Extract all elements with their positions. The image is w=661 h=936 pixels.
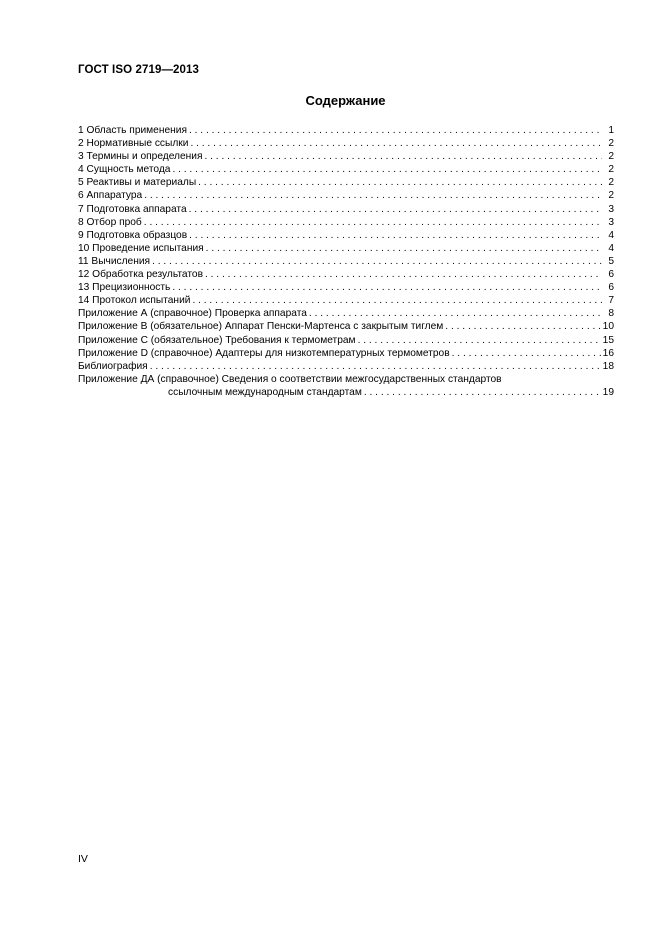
toc-entry[interactable] <box>78 229 614 242</box>
toc-entry-text: 13 Прецизионность <box>78 282 171 294</box>
dot-leader <box>150 360 601 373</box>
toc-entry-text: 7 Подготовка аппарата <box>78 203 187 215</box>
toc-entry-page: 4 <box>608 242 614 254</box>
toc-entry-text: 2 Нормативные ссылки <box>78 138 189 150</box>
toc-entry-text: 3 Термины и определения <box>78 151 203 163</box>
toc-entry-text: Библиография <box>78 360 148 372</box>
toc-entry-page: 10 <box>602 321 614 333</box>
toc-entry[interactable] <box>78 189 614 202</box>
toc-entry-page: 7 <box>608 295 614 307</box>
toc-entry[interactable] <box>78 216 614 229</box>
toc-entry[interactable] <box>78 150 614 163</box>
toc-entry-text: 8 Отбор проб <box>78 216 142 228</box>
standard-header: ГОСТ ISO 2719—2013 <box>78 64 200 76</box>
dot-leader <box>189 124 602 137</box>
dot-leader <box>452 347 601 360</box>
toc-entry[interactable] <box>78 281 614 294</box>
toc-entry-page: 2 <box>608 138 614 150</box>
toc-entry[interactable] <box>78 320 614 333</box>
dot-leader <box>144 216 602 229</box>
dot-leader <box>189 203 602 216</box>
toc-entry-continuation[interactable] <box>78 386 614 399</box>
page-title: Содержание <box>305 93 386 108</box>
toc-entry-page: 5 <box>608 255 614 267</box>
toc-entry-page: 3 <box>608 216 614 228</box>
dot-leader <box>445 320 600 333</box>
toc-entry-text: 6 Аппаратура <box>78 190 143 202</box>
toc-entry-page: 15 <box>602 334 614 346</box>
toc-entry-text: Приложение D (справочное) Адаптеры для низкотемпературных термометров <box>78 347 450 359</box>
toc-entry-text: 11 Вычисления <box>78 255 151 267</box>
toc-entry-text: 12 Обработка результатов <box>78 269 203 281</box>
toc-entry-page: 2 <box>608 190 614 202</box>
toc-entry-page: 6 <box>608 269 614 281</box>
dot-leader <box>205 268 602 281</box>
toc-entry[interactable] <box>78 163 614 176</box>
toc-entry-text: Приложение В (обязательное) Аппарат Пенски-Мартенса с закрытым тиглем <box>78 321 444 333</box>
toc-entry[interactable] <box>78 242 614 255</box>
table-of-contents <box>78 124 614 399</box>
toc-entry-page: 1 <box>608 125 614 136</box>
toc-entry[interactable] <box>78 137 614 150</box>
toc-entry[interactable] <box>78 294 614 307</box>
dot-leader <box>172 163 602 176</box>
dot-leader <box>364 386 601 399</box>
toc-entry[interactable] <box>78 347 614 360</box>
toc-entry-text: Приложение А (справочное) Проверка аппарата <box>78 308 307 320</box>
toc-entry-text: 9 Подготовка образцов <box>78 229 188 241</box>
toc-entry-page: 6 <box>608 282 614 294</box>
dot-leader <box>192 294 602 307</box>
toc-entry[interactable] <box>78 255 614 268</box>
toc-entry-text: 1 Область применения <box>78 125 187 136</box>
toc-entry-page: 16 <box>602 347 614 359</box>
toc-entry-text: 14 Протокол испытаний <box>78 295 191 307</box>
toc-entry[interactable] <box>78 176 614 189</box>
toc-entry[interactable] <box>78 360 614 373</box>
dot-leader <box>358 334 601 347</box>
toc-entry-appendix-da[interactable] <box>78 373 614 386</box>
toc-entry[interactable] <box>78 307 614 320</box>
toc-entry-page: 2 <box>608 151 614 163</box>
toc-entry-page: 18 <box>602 360 614 372</box>
toc-entry[interactable] <box>78 334 614 347</box>
dot-leader <box>190 137 602 150</box>
toc-entry-page: 8 <box>608 308 614 320</box>
toc-entry[interactable] <box>78 203 614 216</box>
dot-leader <box>198 176 602 189</box>
toc-entry-text: 10 Проведение испытания <box>78 242 204 254</box>
toc-entry-text: Приложение ДА (справочное) Сведения о соответствии межгосударственных стандартов <box>78 373 502 385</box>
dot-leader <box>189 229 602 242</box>
toc-entry[interactable] <box>78 268 614 281</box>
dot-leader <box>204 150 602 163</box>
toc-entry-text: ссылочным международным стандартам <box>168 386 362 398</box>
toc-entry-page: 2 <box>608 164 614 176</box>
dot-leader <box>152 255 602 268</box>
dot-leader <box>144 189 602 202</box>
toc-entry-page: 19 <box>602 386 614 398</box>
toc-entry-page: 4 <box>608 229 614 241</box>
toc-entry-text: Приложение С (обязательное) Требования к термометрам <box>78 334 356 346</box>
dot-leader <box>206 242 602 255</box>
toc-entry[interactable] <box>78 124 614 137</box>
toc-entry-page: 2 <box>608 177 614 189</box>
dot-leader <box>309 307 602 320</box>
page-number: IV <box>78 853 88 865</box>
toc-entry-text: 5 Реактивы и материалы <box>78 177 197 189</box>
dot-leader <box>172 281 602 294</box>
toc-entry-text: 4 Сущность метода <box>78 164 171 176</box>
toc-entry-page: 3 <box>608 203 614 215</box>
